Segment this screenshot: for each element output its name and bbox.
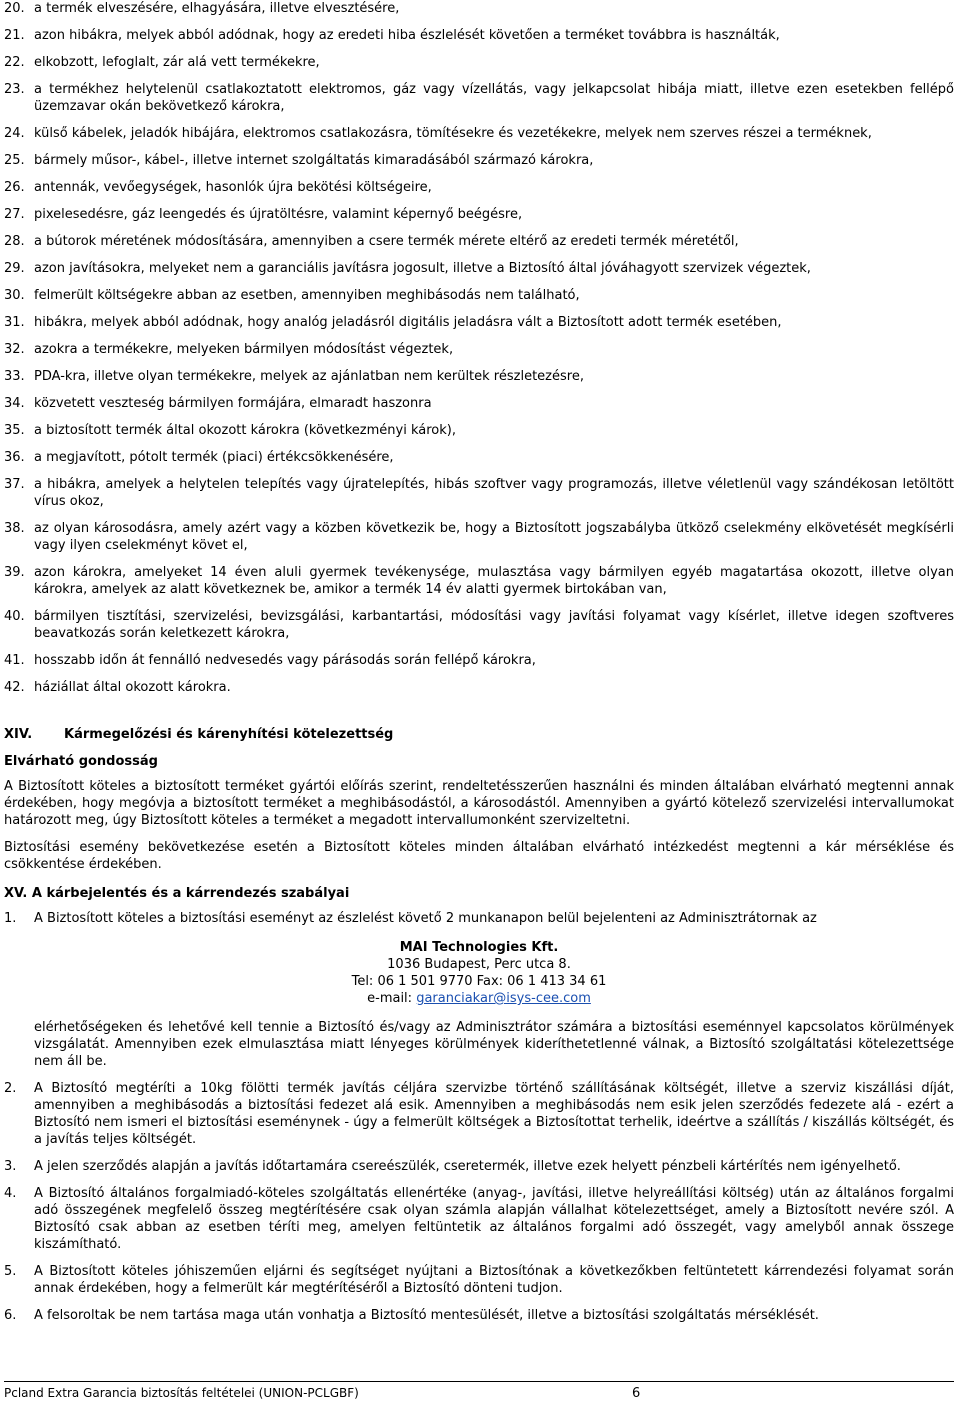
footer-title: Pcland Extra Garancia biztosítás feltételei (UNION-PCLGBF) — [4, 1386, 359, 1400]
exclusion-item — [4, 341, 954, 358]
exclusion-item — [4, 679, 954, 696]
exclusion-item — [4, 179, 954, 196]
exclusion-item-text: PDA-kra, illetve olyan termékekre, melyek az ajánlatban nem kerültek részletezésre, — [34, 369, 584, 384]
exclusion-item-number: 25. — [4, 153, 25, 168]
claims-item-number: 1. — [4, 911, 17, 926]
exclusion-item-number: 20. — [4, 1, 25, 16]
claims-item-text: A Biztosított köteles a biztosítási eseményt az észlelést követő 2 munkanapon belül bejelenteni az Adminisztrátornak az — [34, 911, 817, 926]
exclusion-item-number: 31. — [4, 315, 25, 330]
exclusion-item-number: 41. — [4, 653, 25, 668]
exclusion-item-text: közvetett veszteség bármilyen formájára, elmaradt haszonra — [34, 396, 432, 411]
exclusion-item — [4, 125, 954, 142]
exclusion-item-text: azokra a termékekre, melyeken bármilyen módosítást végeztek, — [34, 342, 454, 357]
exclusion-item-text: hosszabb időn át fennálló nedvesedés vagy párásodás során fellépő károkra, — [34, 653, 536, 668]
claims-item-text: A Biztosító megtéríti a 10kg fölötti termék javítás céljára szervizbe történő szállításának költségét, illetve a szerviz kiszállási díját, amennyiben a meghibásodás a biztosítási fedezet alá esik. Amennyiben a meghibásodás nem esik jelen szerződés fedezete alá - ezért a Biztosító nem ismeri el biztosítási eseménynek - úgy a felmerült költségek a Biztosítottat terhelik, ideértve a szállítás / kiszállás költségét, és a javítás teljes költségét. — [34, 1081, 954, 1147]
exclusion-item-text: a bútorok méretének módosítására, amennyiben a csere termék mérete eltérő az eredeti termék méretétől, — [34, 234, 739, 249]
exclusion-item — [4, 54, 954, 71]
exclusion-item-number: 38. — [4, 521, 25, 536]
exclusion-item — [4, 652, 954, 669]
claims-item-text: A jelen szerződés alapján a javítás időtartamára csereészülék, cseretermék, illetve ezek helyett pénzbeli kártérítés nem igényelhető. — [34, 1159, 901, 1174]
exclusion-item — [4, 449, 954, 466]
exclusion-item — [4, 287, 954, 304]
claims-item-text: A Biztosított köteles jóhiszeműen eljárni és segítséget nyújtani a Biztosítónak a következőkben feltüntetett kárrendezési folyamat során annak érdekében, hogy a felmerült kár megtérítéséről a Biztosító dönteni tudjon. — [34, 1264, 954, 1296]
claims-list-rest — [4, 1080, 954, 1324]
exclusion-item-number: 34. — [4, 396, 25, 411]
exclusion-item — [4, 233, 954, 250]
exclusion-item-number: 42. — [4, 680, 25, 695]
exclusion-item — [4, 152, 954, 169]
exclusion-item-number: 29. — [4, 261, 25, 276]
page-footer — [4, 1381, 954, 1402]
administrator-address — [4, 939, 954, 1007]
exclusion-item — [4, 395, 954, 412]
claims-item-number: 5. — [4, 1264, 17, 1279]
company-name: MAI Technologies Kft. — [399, 940, 559, 955]
claims-item-number: 2. — [4, 1081, 17, 1096]
exclusion-item — [4, 27, 954, 44]
section-14-title: Kármegelőzési és kárenyhítési kötelezettség — [64, 727, 394, 742]
claims-item — [4, 1263, 954, 1297]
exclusion-item — [4, 260, 954, 277]
exclusion-item-number: 36. — [4, 450, 25, 465]
exclusion-item-text: azon javításokra, melyeket nem a garanciális javításra jogosult, illetve a Biztosító által jóváhagyott szervizek végeztek, — [34, 261, 811, 276]
exclusion-item-number: 33. — [4, 369, 25, 384]
exclusion-item-text: a megjavított, pótolt termék (piaci) értékcsökkenésére, — [34, 450, 394, 465]
exclusion-item-text: felmerült költségekre abban az esetben, amennyiben meghibásodás nem található, — [34, 288, 580, 303]
exclusion-item-text: külső kábelek, jeladók hibájára, elektromos csatlakozásra, tömítésekre és vezetékekre, melyek nem szerves részei a terméknek, — [34, 126, 872, 141]
exclusion-item-text: a biztosított termék által okozott károkra (következményi károk), — [34, 423, 456, 438]
claims-item-number: 4. — [4, 1186, 17, 1201]
email-label: e-mail: — [367, 991, 417, 1006]
exclusion-item — [4, 608, 954, 642]
section-14-paragraph-2: Biztosítási esemény bekövetkezése esetén a Biztosított köteles minden általában elvárható intézkedést megtenni a kár mérséklése és csökkentése érdekében. — [4, 840, 954, 872]
exclusion-item-text: a hibákra, amelyek a helytelen telepítés vagy újratelepítés, hibás szoftver vagy programozás, illetve véletlenül vagy szándékosan letöltött vírus okoz, — [34, 477, 954, 509]
company-phone: Tel: 06 1 501 9770 Fax: 06 1 413 34 61 — [351, 974, 607, 989]
exclusion-item — [4, 81, 954, 115]
exclusion-item-text: a termékhez helytelenül csatlakoztatott elektromos, gáz vagy vízellátás, vagy jelkapcsolat hibája miatt, illetve ezen esetekben fellépő üzemzavar okán bekövetkező károkra, — [34, 82, 954, 114]
claims-list — [4, 910, 954, 927]
exclusion-item-text: pixelesedésre, gáz leengedés és újratöltésre, valamint képernyő beégésre, — [34, 207, 523, 222]
exclusion-item-text: háziállat által okozott károkra. — [34, 680, 231, 695]
exclusion-item-text: bármely műsor-, kábel-, illetve internet szolgáltatás kimaradásából származó károkra, — [34, 153, 594, 168]
exclusion-item — [4, 206, 954, 223]
exclusion-item-number: 32. — [4, 342, 25, 357]
exclusion-item-text: az olyan károsodásra, amely azért vagy a közben következik be, hogy a Biztosított jogszabályba ütköző cselekmény elkövetését megkísérli vagy ilyen cselekményt követ el, — [34, 521, 954, 553]
claims-item — [4, 1185, 954, 1253]
exclusion-item-number: 22. — [4, 55, 25, 70]
claims-item-text: A felsoroltak be nem tartása maga után vonhatja a Biztosító mentesülését, illetve a biztosítási szolgáltatás mérséklését. — [34, 1308, 819, 1323]
exclusion-item-number: 27. — [4, 207, 25, 222]
exclusion-item — [4, 476, 954, 510]
exclusion-item-number: 40. — [4, 609, 25, 624]
claims-item-number: 3. — [4, 1159, 17, 1174]
exclusion-item — [4, 422, 954, 439]
claims-item-1 — [4, 910, 954, 927]
section-14-heading — [4, 726, 954, 743]
exclusion-item — [4, 368, 954, 385]
exclusion-item-text: azon hibákra, melyek abból adódnak, hogy az eredeti hiba észlelését követően a terméket továbbra is használták, — [34, 28, 780, 43]
exclusion-list — [4, 0, 954, 696]
exclusion-item — [4, 564, 954, 598]
exclusion-item — [4, 0, 954, 17]
claims-item-text: A Biztosító általános forgalmiadó-köteles szolgáltatás ellenértéke (anyag-, javítási, illetve helyreállítási költség) után az általános forgalmi adó összegének megfelelő összeg megtérítésére csak olyan számla alapján vállalhat kötelezettséget, amely a Biztosított nevére szól. A Biztosító csak abban az esetben téríti meg, amelyen feltüntetik az általános forgalmi adó összegét, vagy amelyből annak összege kiszámítható. — [34, 1186, 954, 1252]
claims-item — [4, 1158, 954, 1175]
exclusion-item-number: 39. — [4, 565, 25, 580]
exclusion-item-number: 24. — [4, 126, 25, 141]
email-link[interactable]: garanciakar@isys-cee.com — [416, 991, 591, 1006]
exclusion-item-text: elkobzott, lefoglalt, zár alá vett termékekre, — [34, 55, 320, 70]
section-14-subtitle: Elvárható gondosság — [4, 754, 158, 769]
claims-item-number: 6. — [4, 1308, 17, 1323]
exclusion-item-number: 30. — [4, 288, 25, 303]
section-15-heading: XV. A kárbejelentés és a kárrendezés szabályai — [4, 886, 350, 901]
exclusion-item — [4, 314, 954, 331]
section-14-number: XIV. — [4, 727, 33, 742]
exclusion-item-number: 23. — [4, 82, 25, 97]
exclusion-item-text: azon károkra, amelyeket 14 éven aluli gyermek tevékenysége, mulasztása vagy bármilyen egyéb magatartása okozott, illetve olyan károkra, amelyek az alatt következnek be, amikor a termék 14 év alatti gyermek birtokában van, — [34, 565, 954, 597]
exclusion-item-number: 21. — [4, 28, 25, 43]
exclusion-item-number: 35. — [4, 423, 25, 438]
company-email-line — [4, 990, 954, 1007]
company-street: 1036 Budapest, Perc utca 8. — [387, 957, 571, 972]
claims-item — [4, 1307, 954, 1324]
exclusion-item-text: hibákra, melyek abból adódnak, hogy analóg jeladásról digitális jeladásra vált a Biztosított adott termék esetében, — [34, 315, 782, 330]
exclusion-item-number: 28. — [4, 234, 25, 249]
section-14-paragraph-1: A Biztosított köteles a biztosított terméket gyártói előírás szerint, rendeltetésszerűen használni és minden általában elvárható megtenni annak érdekében, hogy megóvja a biztosított terméket a meghibásodástól, a károsodástól. Amennyiben a gyártó kötelező szervizelési intervallumokat határozott meg, úgy Biztosított köteles a terméket a megadott intervallumonként szervizeltetni. — [4, 779, 954, 828]
claims-item — [4, 1080, 954, 1148]
exclusion-item-text: bármilyen tisztítási, szervizelési, bevizsgálási, karbantartási, módosítási vagy javítási folyamat vagy kísérlet, illetve idegen szoftveres beavatkozás során keletkezett károkra, — [34, 609, 954, 641]
exclusion-item-text: antennák, vevőegységek, hasonlók újra bekötési költségeire, — [34, 180, 432, 195]
exclusion-item — [4, 520, 954, 554]
document-page — [4, 0, 954, 1334]
exclusion-item-number: 26. — [4, 180, 25, 195]
exclusion-item-number: 37. — [4, 477, 25, 492]
page-number: 6 — [632, 1386, 641, 1401]
claims-item-1-continuation: elérhetőségeken és lehetővé kell tennie a Biztosító és/vagy az Adminisztrátor számára a biztosítási eseménnyel kapcsolatos körülmények vizsgálatát. Amennyiben ezek elmulasztása miatt lényeges körülmények kideríthetetlenné válnak, a Biztosító szolgáltatási kötelezettsége nem áll be. — [34, 1020, 954, 1069]
exclusion-item-text: a termék elveszésére, elhagyására, illetve elvesztésére, — [34, 1, 400, 16]
